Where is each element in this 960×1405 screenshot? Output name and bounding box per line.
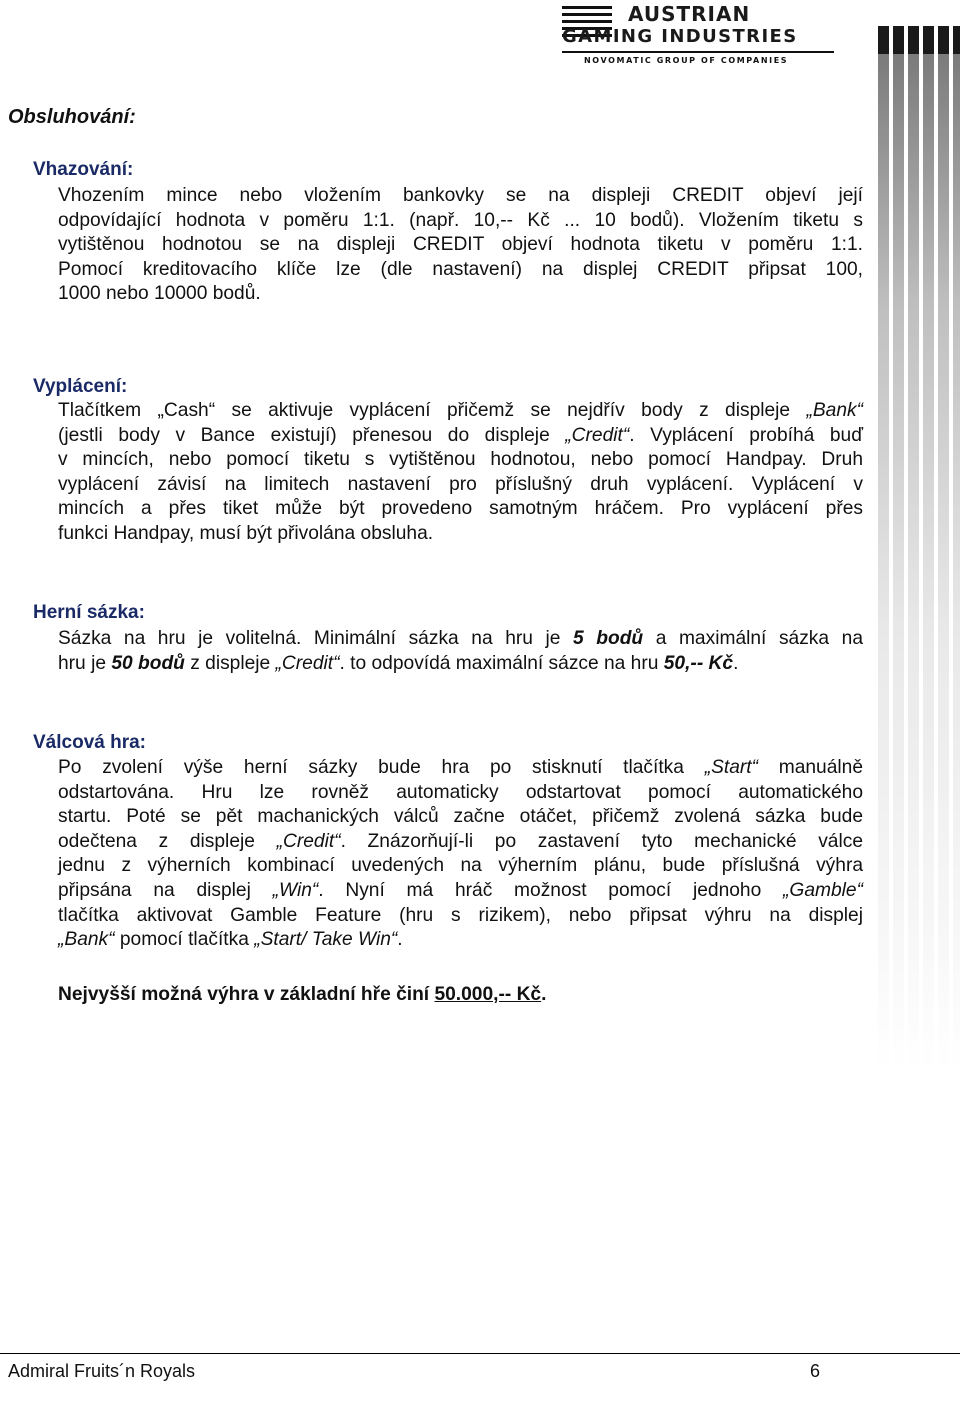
- footer-document-title: Admiral Fruits´n Royals: [8, 1361, 196, 1381]
- text-line: jednu z výherních kombinací uvedených na výherním plánu, bude příslušná výhra: [58, 855, 863, 877]
- display-name-credit: „Credit“: [276, 830, 341, 852]
- display-name-credit: „Credit“: [275, 652, 340, 674]
- paragraph-herni-sazka: [58, 627, 863, 676]
- text-line: [58, 627, 863, 652]
- text-line: v mincích, nebo pomocí tiketu s vytištěnou hodnotou, nebo pomocí Handpay. Druh: [58, 449, 863, 471]
- text-line: [58, 756, 863, 781]
- max-win-amount: 50.000,-- Kč: [434, 984, 542, 1005]
- text-run: připsána na displej: [58, 879, 273, 901]
- text-run: hru je: [58, 652, 112, 674]
- button-name-gamble: „Gamble“: [783, 879, 863, 901]
- max-win-statement: [58, 983, 863, 1008]
- text-run: Tlačítkem „Cash“ se aktivuje vyplácení přičemž se nejdřív body z displeje: [58, 400, 807, 421]
- text-line: mincích a přes tiket může být provedeno samotným hráčem. Pro vyplácení přes: [58, 498, 863, 520]
- text-run: z displeje: [184, 652, 276, 674]
- text-line: [58, 879, 863, 904]
- text-run: Sázka na hru je volitelná. Minimální sázka na hru je: [58, 628, 574, 649]
- text-line: Pomocí kreditovacího klíče lze (dle nastavení) na displej CREDIT připsat 100,: [58, 258, 863, 280]
- text-line: [58, 983, 863, 1008]
- text-run: . to odpovídá maximální sázce na hru: [339, 652, 664, 674]
- footer-rule: [0, 1353, 960, 1354]
- logo-line-2: GAMING INDUSTRIES: [562, 26, 798, 47]
- logo-subtitle: NOVOMATIC GROUP OF COMPANIES: [584, 56, 789, 65]
- text-run: (jestli body v Bance existují) přenesou do displeje: [58, 424, 566, 446]
- button-name-start: „Start“: [704, 757, 758, 778]
- text-run: Nejvyšší možná výhra v základní hře činí: [58, 984, 435, 1005]
- text-run: .: [541, 984, 547, 1005]
- text-run: . Vyplácení probíhá buď: [629, 424, 863, 446]
- text-run: .: [397, 929, 403, 951]
- text-line: [58, 928, 863, 953]
- text-line: vyplácení závisí na limitech nastavení pro příslušný druh vyplácení. Vyplácení v: [58, 473, 863, 495]
- text-run: .: [733, 652, 739, 674]
- text-line: Vhozením mince nebo vložením bankovky se na displeji CREDIT objeví její: [58, 185, 863, 206]
- page-edge-decoration: [878, 26, 960, 1326]
- display-name-credit: „Credit“: [565, 424, 630, 446]
- page-title: Obsluhování:: [8, 106, 136, 128]
- text-line: tlačítka aktivovat Gamble Feature (hru s rizikem), nebo připsat výhru na displej: [58, 904, 863, 926]
- text-line: odpovídající hodnota v poměru 1:1. (např. 10,-- Kč ... 10 bodů). Vložením tiketu s: [58, 209, 863, 231]
- paragraph-vhazovani: [58, 184, 863, 307]
- text-line: odstartována. Hru lze rovněž automaticky odstartovat pomocí automatického: [58, 781, 863, 803]
- text-run: Po zvolení výše herní sázky bude hra po stisknutí tlačítka: [58, 757, 705, 778]
- text-line: startu. Poté se pět machanických válců začne otáčet, přičemž zvolená sázka bude: [58, 806, 863, 828]
- edge-bars: [878, 26, 960, 54]
- max-bet-amount: 50,-- Kč: [663, 652, 734, 674]
- logo-rule: [562, 51, 834, 53]
- text-line: [58, 652, 863, 677]
- text-run: odečtena z displeje: [58, 830, 277, 852]
- display-name-bank: „Bank“: [58, 929, 115, 951]
- display-name-win: „Win“: [272, 879, 319, 901]
- heading-vhazovani: Vhazování:: [33, 159, 134, 180]
- button-name-start-take-win: „Start/ Take Win“: [254, 929, 398, 951]
- text-run: a maximální sázka na: [643, 628, 863, 649]
- text-line: [58, 399, 863, 424]
- paragraph-vyplaceni: [58, 399, 863, 547]
- heading-valcova-hra: Válcová hra:: [33, 732, 146, 753]
- text-run: pomocí tlačítka: [114, 929, 255, 951]
- company-logo: [562, 2, 834, 66]
- heading-herni-sazka: Herní sázka:: [33, 602, 145, 623]
- min-bet-value: 5 bodů: [573, 628, 644, 649]
- heading-vyplaceni: Vyplácení:: [33, 376, 128, 397]
- text-run: manuálně: [758, 757, 863, 778]
- max-bet-value: 50 bodů: [111, 652, 185, 674]
- text-run: . Nyní má hráč možnost pomocí jednoho: [318, 879, 784, 901]
- page-number: 6: [810, 1361, 821, 1381]
- text-run: . Znázorňují-li po zastavení tyto mechanické válce: [340, 830, 863, 852]
- text-line: 1000 nebo 10000 bodů.: [58, 283, 261, 305]
- text-line: [58, 424, 863, 449]
- text-line: funkci Handpay, musí být přivolána obsluha.: [58, 522, 434, 544]
- paragraph-valcova-hra: [58, 756, 863, 953]
- text-line: vytištěnou hodnotou se na displeji CREDIT objeví hodnota tiketu v poměru 1:1.: [58, 234, 863, 256]
- logo-line-1: AUSTRIAN: [628, 2, 751, 26]
- edge-fade: [878, 54, 960, 1326]
- text-line: [58, 830, 863, 855]
- display-name-bank: „Bank“: [806, 400, 863, 421]
